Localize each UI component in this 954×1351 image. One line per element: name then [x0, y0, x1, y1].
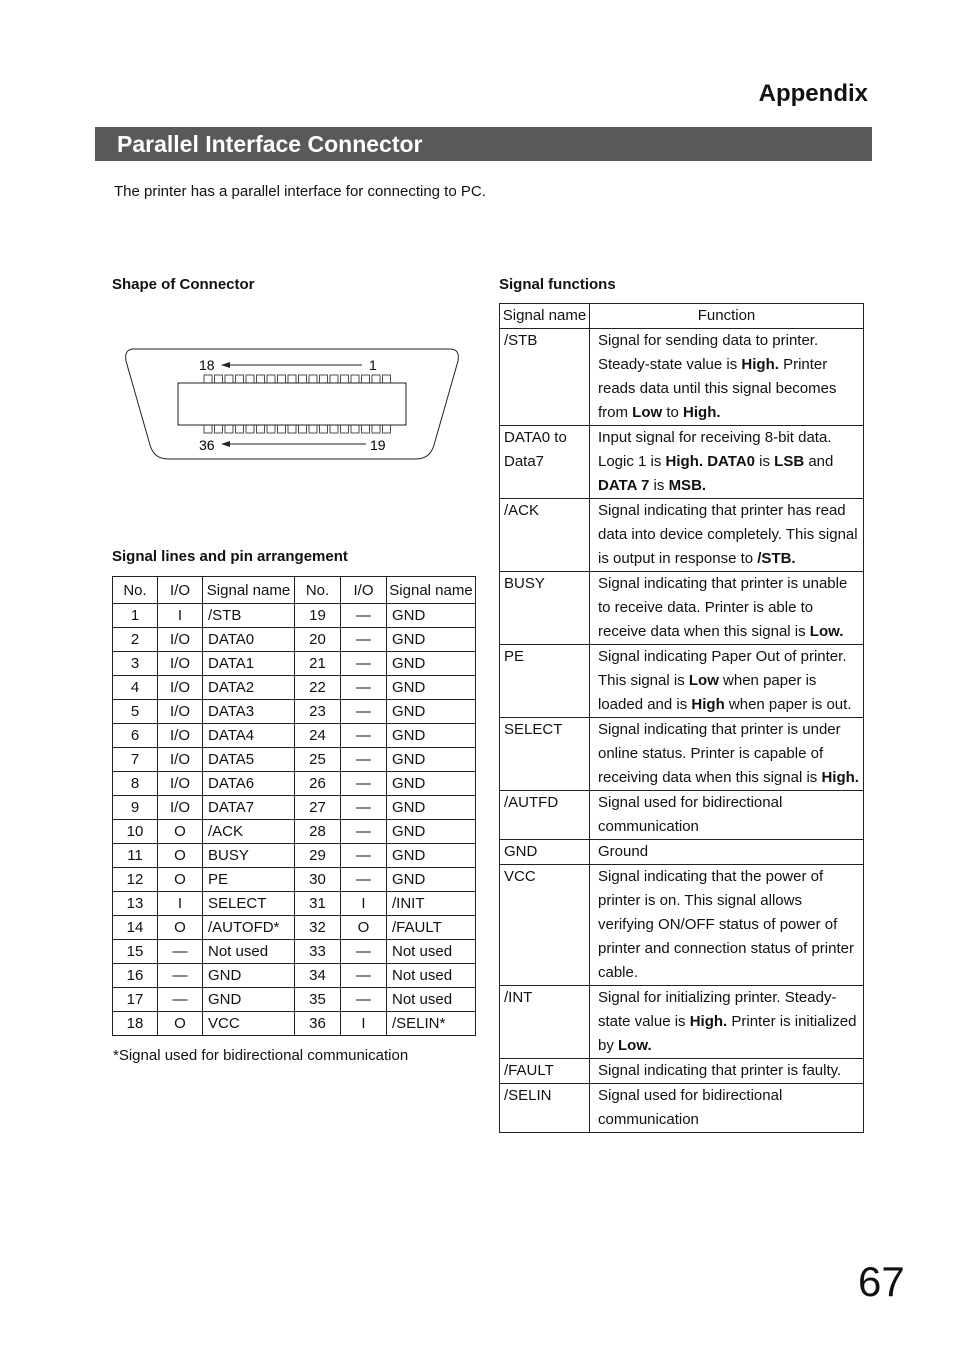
- function-description-cell: [590, 986, 864, 1059]
- connector-pin: [204, 425, 212, 433]
- pin-table-cell: 21: [295, 652, 341, 676]
- connector-pin: [246, 425, 254, 433]
- description-text: Printer is initialized by: [598, 1013, 857, 1054]
- top-pin-row: [204, 375, 391, 383]
- connector-pin: [372, 375, 380, 383]
- connector-pin: [320, 425, 328, 433]
- pin-table-cell: 31: [295, 892, 341, 916]
- function-description-cell: [590, 645, 864, 718]
- pin-table-cell: —: [341, 772, 387, 796]
- pin-table-cell: /FAULT: [387, 916, 476, 940]
- description-text: when paper is loaded and is: [598, 672, 817, 713]
- emphasis-text: High.: [683, 404, 721, 421]
- pin-table-cell: GND: [387, 628, 476, 652]
- pin-table-cell: 15: [113, 940, 158, 964]
- function-row: [500, 791, 864, 840]
- function-description-cell: [590, 791, 864, 840]
- pin-table-cell: I/O: [158, 700, 203, 724]
- pin-table-cell: 2: [113, 628, 158, 652]
- connector-pin: [320, 375, 328, 383]
- pin-label-19: 19: [370, 437, 386, 453]
- pin-table-cell: O: [158, 820, 203, 844]
- pin-table-cell: —: [341, 700, 387, 724]
- emphasis-text: High.: [665, 453, 704, 470]
- pin-table-row: [113, 940, 476, 964]
- pin-table-cell: I/O: [158, 628, 203, 652]
- col-header-signal-2: Signal name: [387, 577, 476, 604]
- pin-table-cell: —: [341, 868, 387, 892]
- connector-pin: [278, 425, 286, 433]
- connector-insert: [178, 383, 406, 425]
- pin-table-cell: —: [341, 604, 387, 628]
- description-text: Input signal for receiving 8-bit data. Logic 1 is: [598, 429, 832, 470]
- connector-pin: [341, 425, 349, 433]
- pin-table-cell: 36: [295, 1012, 341, 1036]
- connector-pin: [372, 425, 380, 433]
- pin-table-row: [113, 964, 476, 988]
- pin-table-cell: 24: [295, 724, 341, 748]
- description-text: Signal indicating that printer has read data into device completely. This signal is output in response to: [598, 502, 858, 567]
- function-description-cell: [590, 1084, 864, 1133]
- pin-table-cell: —: [158, 988, 203, 1012]
- pin-table-cell: GND: [387, 676, 476, 700]
- signal-name-cell: /SELIN: [500, 1084, 590, 1133]
- connector-pin: [330, 375, 338, 383]
- function-row: [500, 1084, 864, 1133]
- function-description-cell: [590, 499, 864, 572]
- pin-table-cell: 34: [295, 964, 341, 988]
- connector-pin: [246, 375, 254, 383]
- function-row: [500, 645, 864, 718]
- pin-table-cell: GND: [387, 868, 476, 892]
- pin-table-cell: 8: [113, 772, 158, 796]
- pin-table-row: [113, 628, 476, 652]
- pin-table-cell: —: [158, 964, 203, 988]
- function-description-cell: [590, 329, 864, 426]
- signal-name-cell: SELECT: [500, 718, 590, 791]
- pin-table-cell: —: [341, 844, 387, 868]
- shape-heading: Shape of Connector: [112, 276, 255, 293]
- emphasis-text: Low: [632, 404, 663, 421]
- pin-table-cell: I: [341, 1012, 387, 1036]
- pin-table-cell: 1: [113, 604, 158, 628]
- connector-pin: [288, 375, 296, 383]
- function-row: [500, 426, 864, 499]
- pin-table-cell: GND: [387, 604, 476, 628]
- pin-table: [112, 576, 476, 1036]
- signal-name-cell: BUSY: [500, 572, 590, 645]
- connector-pin: [383, 425, 391, 433]
- pin-table-cell: 30: [295, 868, 341, 892]
- pin-table-cell: —: [341, 748, 387, 772]
- pin-table-cell: 27: [295, 796, 341, 820]
- func-table-header: [500, 304, 864, 329]
- signal-name-cell: DATA0 to Data7: [500, 426, 590, 499]
- pin-table-cell: I/O: [158, 748, 203, 772]
- description-text: Signal indicating that the power of printer is on. This signal allows verifying ON/OFF status of power of printer and connection status of printer cable.: [598, 868, 854, 981]
- emphasis-text: High.: [741, 356, 779, 373]
- connector-pin: [267, 375, 275, 383]
- pin-table-row: [113, 652, 476, 676]
- pin-table-cell: I/O: [158, 676, 203, 700]
- pin-table-cell: 22: [295, 676, 341, 700]
- pin-table-cell: 13: [113, 892, 158, 916]
- pin-table-cell: DATA0: [203, 628, 295, 652]
- footnote: *Signal used for bidirectional communication: [113, 1047, 409, 1064]
- signal-functions-heading: Signal functions: [499, 276, 616, 293]
- description-text: and: [804, 453, 834, 470]
- pin-table-cell: DATA6: [203, 772, 295, 796]
- appendix-heading: Appendix: [758, 80, 868, 107]
- pin-table-cell: BUSY: [203, 844, 295, 868]
- pin-table-cell: DATA1: [203, 652, 295, 676]
- pin-table-cell: 35: [295, 988, 341, 1012]
- pin-table-cell: /INIT: [387, 892, 476, 916]
- function-row: [500, 718, 864, 791]
- pin-table-row: [113, 1012, 476, 1036]
- pin-table-row: [113, 772, 476, 796]
- col-header-io: I/O: [158, 577, 203, 604]
- function-description-cell: [590, 572, 864, 645]
- pin-table-row: [113, 820, 476, 844]
- pin-arrangement-heading: Signal lines and pin arrangement: [112, 548, 348, 565]
- pin-table-cell: PE: [203, 868, 295, 892]
- pin-table-cell: 18: [113, 1012, 158, 1036]
- connector-pin: [257, 425, 265, 433]
- function-row: [500, 840, 864, 865]
- pin-table-cell: 16: [113, 964, 158, 988]
- connector-pin: [383, 375, 391, 383]
- description-text: is: [755, 453, 775, 470]
- pin-table-cell: GND: [387, 748, 476, 772]
- connector-pin: [351, 375, 359, 383]
- pin-table-cell: SELECT: [203, 892, 295, 916]
- connector-pin: [362, 375, 370, 383]
- pin-table-cell: 3: [113, 652, 158, 676]
- pin-table-header: [113, 577, 476, 604]
- connector-pin: [278, 375, 286, 383]
- pin-table-cell: 26: [295, 772, 341, 796]
- pin-table-cell: /SELIN*: [387, 1012, 476, 1036]
- description-text: Signal for initializing printer. Steady-state value is: [598, 989, 837, 1030]
- connector-pin: [236, 425, 244, 433]
- function-row: [500, 986, 864, 1059]
- pin-table-cell: 29: [295, 844, 341, 868]
- emphasis-text: DATA0: [707, 453, 755, 470]
- pin-table-cell: Not used: [387, 940, 476, 964]
- function-description-cell: [590, 1059, 864, 1084]
- bottom-pin-row: [204, 425, 391, 433]
- function-row: [500, 499, 864, 572]
- description-text: Signal indicating that printer is unable to receive data. Printer is able to receive data when this signal is: [598, 575, 848, 640]
- emphasis-text: High.: [689, 1013, 728, 1030]
- signal-name-cell: /ACK: [500, 499, 590, 572]
- emphasis-text: LSB: [774, 453, 805, 470]
- pin-table-cell: 11: [113, 844, 158, 868]
- connector-pin: [288, 425, 296, 433]
- pin-table-cell: —: [341, 796, 387, 820]
- pin-table-cell: —: [341, 652, 387, 676]
- pin-table-cell: O: [158, 916, 203, 940]
- pin-table-cell: 6: [113, 724, 158, 748]
- pin-table-row: [113, 676, 476, 700]
- emphasis-text: High: [691, 696, 725, 713]
- connector-pin: [225, 375, 233, 383]
- pin-table-cell: DATA7: [203, 796, 295, 820]
- pin-table-cell: I/O: [158, 796, 203, 820]
- function-description-cell: [590, 865, 864, 986]
- pin-table-cell: I/O: [158, 652, 203, 676]
- col-header-no: No.: [113, 577, 158, 604]
- pin-table-cell: —: [341, 820, 387, 844]
- pin-table-cell: 19: [295, 604, 341, 628]
- connector-pin: [351, 425, 359, 433]
- function-description-cell: [590, 840, 864, 865]
- emphasis-text: MSB.: [668, 477, 707, 494]
- connector-pin: [225, 425, 233, 433]
- function-row: [500, 865, 864, 986]
- pin-table-cell: DATA3: [203, 700, 295, 724]
- connector-diagram: [122, 345, 464, 463]
- pin-table-cell: GND: [387, 820, 476, 844]
- pin-table-cell: 9: [113, 796, 158, 820]
- pin-label-18: 18: [199, 357, 215, 373]
- emphasis-text: Low.: [618, 1037, 652, 1054]
- pin-table-cell: DATA5: [203, 748, 295, 772]
- pin-table-row: [113, 988, 476, 1012]
- pin-table-row: [113, 700, 476, 724]
- pin-table-cell: I: [158, 604, 203, 628]
- emphasis-text: DATA 7: [598, 477, 650, 494]
- pin-table-cell: —: [341, 628, 387, 652]
- pin-table-cell: Not used: [387, 988, 476, 1012]
- pin-table-cell: /AUTOFD*: [203, 916, 295, 940]
- func-header-function: Function: [590, 304, 864, 329]
- emphasis-text: Low.: [809, 623, 844, 640]
- function-row: [500, 1059, 864, 1084]
- top-arrow-head: [221, 362, 230, 368]
- pin-table-cell: O: [158, 844, 203, 868]
- connector-pin: [309, 375, 317, 383]
- connector-pin: [299, 375, 307, 383]
- col-header-io-2: I/O: [341, 577, 387, 604]
- pin-table-cell: 12: [113, 868, 158, 892]
- pin-table-row: [113, 796, 476, 820]
- description-text: Signal indicating Paper Out of printer. This signal is: [598, 648, 847, 689]
- pin-table-cell: GND: [387, 796, 476, 820]
- pin-table-cell: GND: [387, 844, 476, 868]
- description-text: when paper is out.: [724, 696, 852, 713]
- connector-pin: [204, 375, 212, 383]
- intro-text: The printer has a parallel interface for connecting to PC.: [114, 183, 486, 200]
- description-text: Signal for sending data to printer. Steady-state value is: [598, 332, 819, 373]
- emphasis-text: Low: [688, 672, 719, 689]
- function-row: [500, 329, 864, 426]
- description-text: to: [662, 404, 684, 421]
- function-description-cell: [590, 426, 864, 499]
- connector-pin: [299, 425, 307, 433]
- col-header-signal: Signal name: [203, 577, 295, 604]
- pin-table-row: [113, 844, 476, 868]
- pin-table-row: [113, 604, 476, 628]
- description-text: Signal used for bidirectional communication: [598, 794, 783, 835]
- page-title: Parallel Interface Connector: [117, 131, 423, 157]
- pin-table-row: [113, 916, 476, 940]
- connector-pin: [362, 425, 370, 433]
- pin-table-cell: /STB: [203, 604, 295, 628]
- pin-table-cell: —: [341, 676, 387, 700]
- connector-pin: [215, 375, 223, 383]
- pin-table-cell: GND: [387, 724, 476, 748]
- description-text: Signal used for bidirectional communication: [598, 1087, 783, 1128]
- description-text: Signal indicating that printer is under online status. Printer is capable of receiving data when this signal is: [598, 721, 841, 786]
- pin-table-cell: —: [158, 940, 203, 964]
- pin-table-cell: —: [341, 988, 387, 1012]
- pin-table-row: [113, 892, 476, 916]
- pin-table-cell: 33: [295, 940, 341, 964]
- func-header-signal: Signal name: [500, 304, 590, 329]
- pin-table-cell: VCC: [203, 1012, 295, 1036]
- pin-table-cell: DATA2: [203, 676, 295, 700]
- signal-name-cell: PE: [500, 645, 590, 718]
- pin-label-36: 36: [199, 437, 215, 453]
- pin-table-cell: —: [341, 964, 387, 988]
- pin-table-cell: GND: [203, 964, 295, 988]
- pin-table-cell: O: [341, 916, 387, 940]
- description-text: is: [649, 477, 669, 494]
- signal-name-cell: /FAULT: [500, 1059, 590, 1084]
- pin-table-cell: GND: [387, 700, 476, 724]
- connector-pin: [309, 425, 317, 433]
- signal-function-table: [499, 303, 864, 1133]
- pin-table-cell: DATA4: [203, 724, 295, 748]
- pin-table-cell: —: [341, 724, 387, 748]
- pin-table-cell: I/O: [158, 724, 203, 748]
- title-banner: [95, 127, 872, 161]
- pin-table-row: [113, 748, 476, 772]
- pin-table-cell: 5: [113, 700, 158, 724]
- pin-table-cell: —: [341, 940, 387, 964]
- pin-table-cell: I/O: [158, 772, 203, 796]
- pin-table-cell: 10: [113, 820, 158, 844]
- pin-table-cell: I: [158, 892, 203, 916]
- pin-table-cell: GND: [203, 988, 295, 1012]
- pin-table-cell: 17: [113, 988, 158, 1012]
- emphasis-text: /STB.: [757, 550, 796, 567]
- description-text: Printer reads data until this signal becomes from: [598, 356, 837, 421]
- pin-table-cell: 28: [295, 820, 341, 844]
- pin-table-cell: O: [158, 868, 203, 892]
- pin-table-cell: 20: [295, 628, 341, 652]
- page-number: 67: [858, 1258, 905, 1305]
- function-row: [500, 572, 864, 645]
- pin-table-cell: 25: [295, 748, 341, 772]
- connector-pin: [267, 425, 275, 433]
- pin-table-cell: 23: [295, 700, 341, 724]
- signal-name-cell: VCC: [500, 865, 590, 986]
- signal-name-cell: /INT: [500, 986, 590, 1059]
- pin-table-cell: 7: [113, 748, 158, 772]
- pin-table-cell: /ACK: [203, 820, 295, 844]
- pin-table-cell: GND: [387, 652, 476, 676]
- pin-table-cell: 4: [113, 676, 158, 700]
- pin-table-cell: Not used: [387, 964, 476, 988]
- pin-table-cell: 32: [295, 916, 341, 940]
- connector-pin: [330, 425, 338, 433]
- pin-table-cell: 14: [113, 916, 158, 940]
- bottom-arrow-head: [221, 441, 230, 447]
- connector-pin: [215, 425, 223, 433]
- col-header-no-2: No.: [295, 577, 341, 604]
- signal-name-cell: /AUTFD: [500, 791, 590, 840]
- connector-pin: [257, 375, 265, 383]
- pin-table-cell: O: [158, 1012, 203, 1036]
- connector-pin: [236, 375, 244, 383]
- pin-table-row: [113, 868, 476, 892]
- function-description-cell: [590, 718, 864, 791]
- pin-table-row: [113, 724, 476, 748]
- signal-name-cell: /STB: [500, 329, 590, 426]
- signal-name-cell: GND: [500, 840, 590, 865]
- connector-pin: [341, 375, 349, 383]
- pin-label-1: 1: [369, 357, 377, 373]
- description-text: Signal indicating that printer is faulty.: [598, 1062, 842, 1079]
- pin-table-cell: I: [341, 892, 387, 916]
- pin-table-cell: Not used: [203, 940, 295, 964]
- pin-table-cell: GND: [387, 772, 476, 796]
- description-text: Ground: [598, 843, 649, 860]
- emphasis-text: High.: [821, 769, 859, 786]
